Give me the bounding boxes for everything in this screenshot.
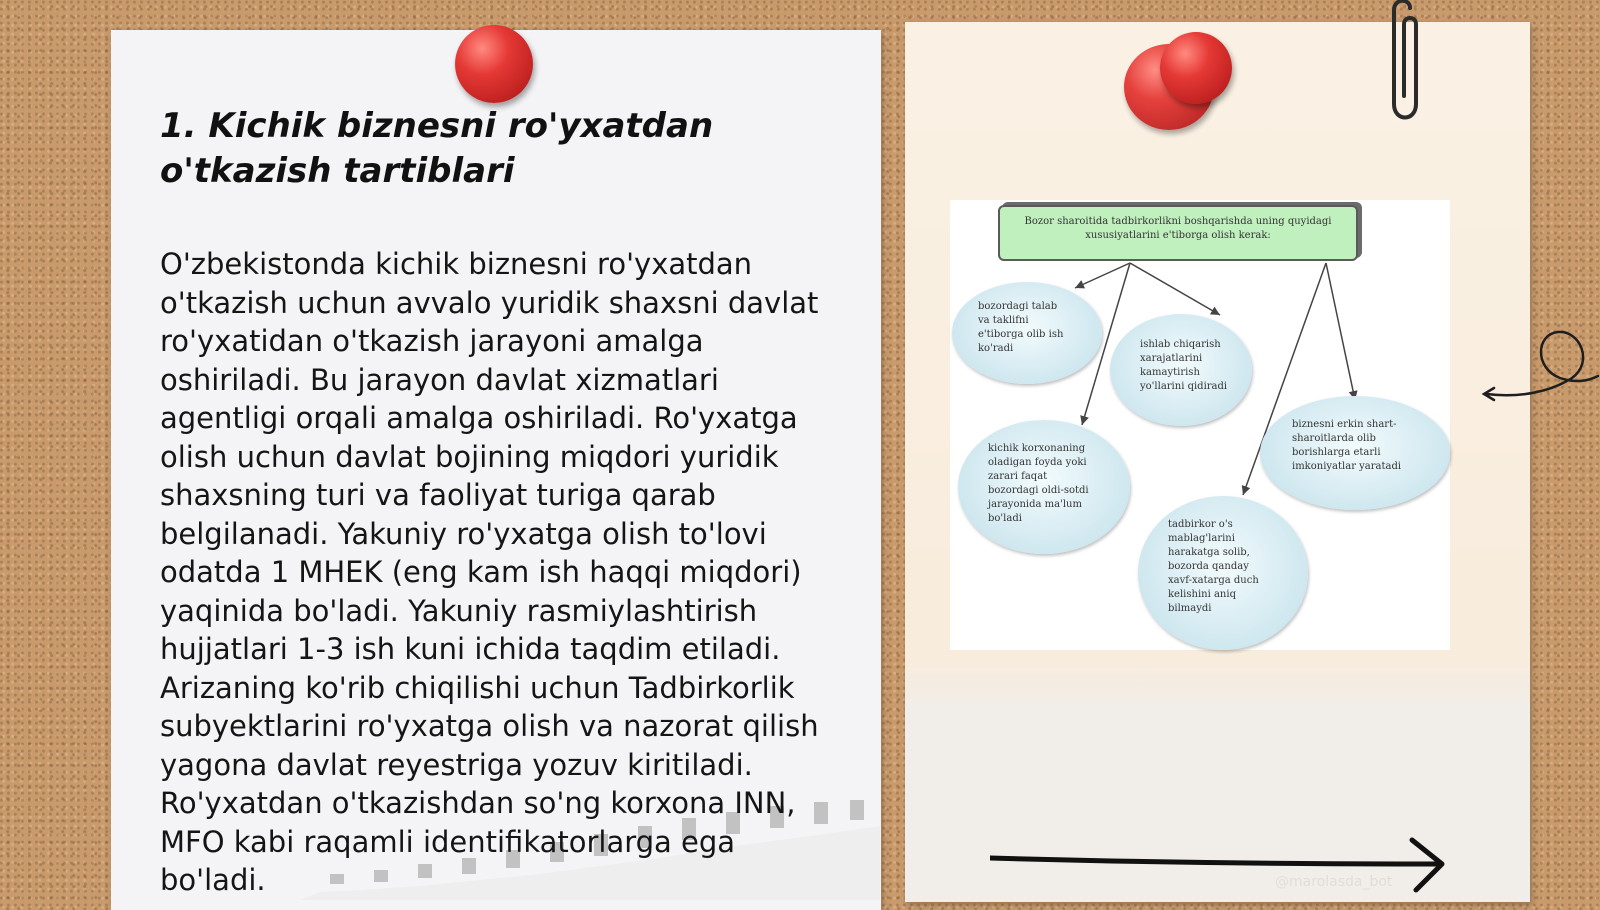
diagram-node-3: kichik korxonaning oladigan foyda yoki zarari faqat bozordagi oldi-sotdi jarayonida ma'lum bo'ladi — [958, 420, 1130, 554]
diagram-node-2: ishlab chiqarish xarajatlarini kamaytirish yo'llarini qidiradi — [1110, 314, 1252, 426]
paperclip-icon — [1380, 0, 1424, 130]
diagram-node-4: biznesni erkin shart- sharoitlarda olib borishlarga etarli imkoniyatlar yaratadi — [1260, 396, 1450, 510]
red-pushpin-icon — [1160, 32, 1232, 104]
diagram-node-1: bozordagi talab va taklifni e'tiborga olib ish ko'radi — [952, 282, 1102, 384]
mind-map-diagram — [950, 200, 1450, 650]
watermark-text: @marolasda_bot — [1275, 874, 1393, 890]
red-pushpin-icon — [455, 25, 533, 103]
diagram-title-box: Bozor sharoitida tadbirkorlikni boshqarishda uning quyidagi xususiyatlarini e'tiborga olish kerak: — [998, 205, 1358, 261]
slide-heading: 1. Kichik biznesni ro'yxatdan o'tkazish tartiblari — [160, 106, 714, 191]
body-paragraph: O'zbekistonda kichik biznesni ro'yxatdan o'tkazish uchun avvalo yuridik shaxsni davlat ro'yxatidan o'tkazish jarayoni amalga oshiriladi. Bu jarayon davlat xizmatlari agentligi orqali amalga oshiriladi. Ro'yxatga olish uchun davlat bojining miqdori yuridik shaxsning turi va faoliyat turiga qarab belgilanadi. Yakuniy ro'yxatga olish to'lovi odatda 1 MHEK (eng kam ish haqqi miqdori) yaqinida bo'ladi. Yakuniy rasmiylashtirish hujjatlari 1-3 ish kuni ichida taqdim etiladi. Arizaning ko'rib chiqilishi uchun Tadbirkorlik subyektlarini ro'yxatga olish va nazorat qilish yagona davlat reyestriga yozuv kiritiladi. Ro'yxatdan o'tkazishdan so'ng korxona INN, MFO kabi raqamli identifikatorlarga ega bo'ladi. — [160, 247, 819, 897]
diagram-node-5: tadbirkor o's mablag'larini harakatga solib, bozorda qanday xavf-xatarga duch kelishini aniq bilmaydi — [1138, 496, 1308, 650]
hand-drawn-arrow-doodle — [1480, 312, 1600, 412]
